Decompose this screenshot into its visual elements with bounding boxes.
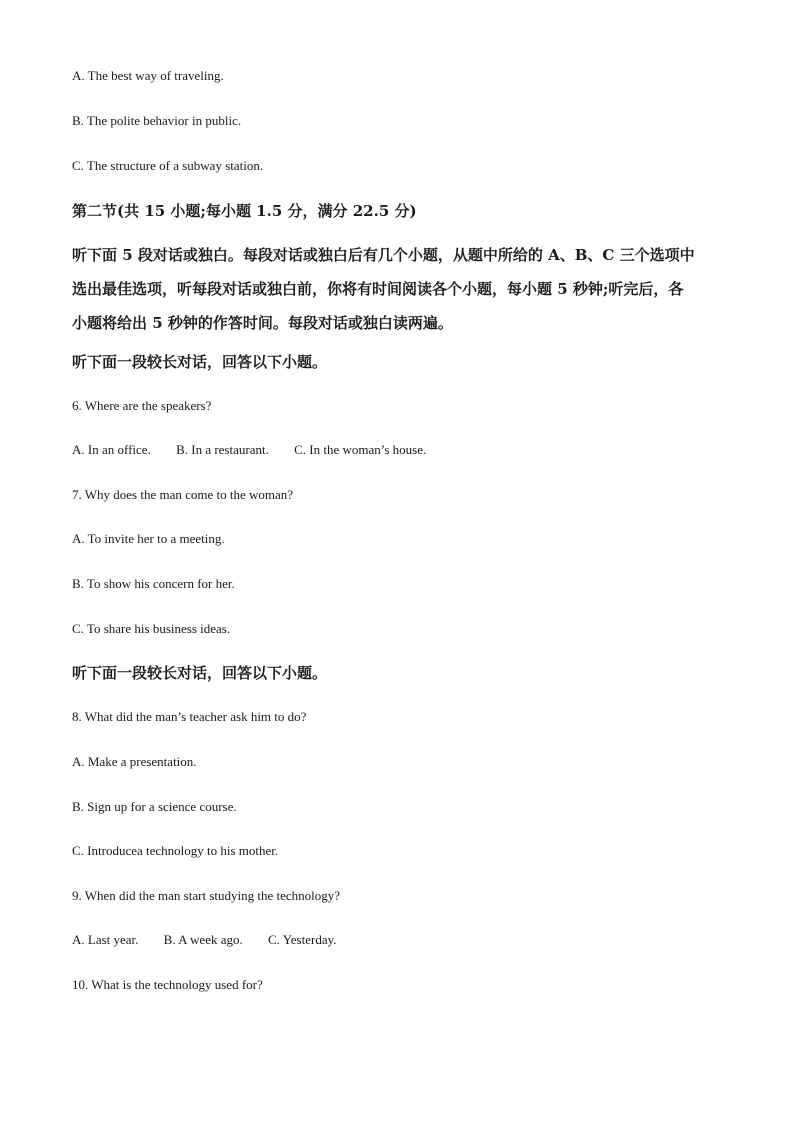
- q9-option-b: B. A week ago.: [163, 932, 243, 947]
- q6-stem: 6. Where are the speakers?: [72, 398, 212, 413]
- q6-option-c: C. In the woman’s house.: [294, 442, 427, 457]
- q5-option-b: B. The polite behavior in public.: [72, 113, 242, 128]
- q10-stem: 10. What is the technology used for?: [72, 977, 263, 992]
- q5-option-a: A. The best way of traveling.: [72, 68, 224, 83]
- q9-option-c: C. Yesterday.: [268, 932, 337, 947]
- section-instructions: [72, 246, 722, 348]
- group1-heading: 听下面一段较长对话，回答以下小题。: [72, 353, 328, 371]
- q9-options: [72, 932, 337, 948]
- q8-option-b: B. Sign up for a science course.: [72, 799, 237, 814]
- instruction-line-3: 小题将给出 5 秒钟的作答时间。每段对话或独白读两遍。: [72, 314, 453, 332]
- q7-option-b: B. To show his concern for her.: [72, 576, 235, 591]
- q6-option-b: B. In a restaurant.: [176, 442, 269, 457]
- q6-option-a: A. In an office.: [72, 442, 151, 457]
- q7-option-a: A. To invite her to a meeting.: [72, 531, 225, 546]
- q6-options: [72, 442, 426, 458]
- section-heading: 第二节(共 15 小题;每小题 1.5 分，满分 22.5 分): [72, 202, 417, 220]
- q7-option-c: C. To share his business ideas.: [72, 621, 231, 636]
- q5-option-c: C. The structure of a subway station.: [72, 158, 264, 173]
- instruction-line-1: 听下面 5 段对话或独白。每段对话或独白后有几个小题，从题中所给的 A、B、C 三个选项中: [72, 246, 695, 264]
- q9-stem: 9. When did the man start studying the technology?: [72, 888, 341, 903]
- group2-heading: 听下面一段较长对话，回答以下小题。: [72, 664, 328, 682]
- q8-option-a: A. Make a presentation.: [72, 754, 197, 769]
- instruction-line-2: 选出最佳选项，听每段对话或独白前，你将有时间阅读各个小题，每小题 5 秒钟;听完后，各: [72, 280, 684, 298]
- q9-option-a: A. Last year.: [72, 932, 139, 947]
- q8-option-c: C. Introducea technology to his mother.: [72, 843, 279, 858]
- q8-stem: 8. What did the man’s teacher ask him to do?: [72, 709, 307, 724]
- q7-stem: 7. Why does the man come to the woman?: [72, 487, 294, 502]
